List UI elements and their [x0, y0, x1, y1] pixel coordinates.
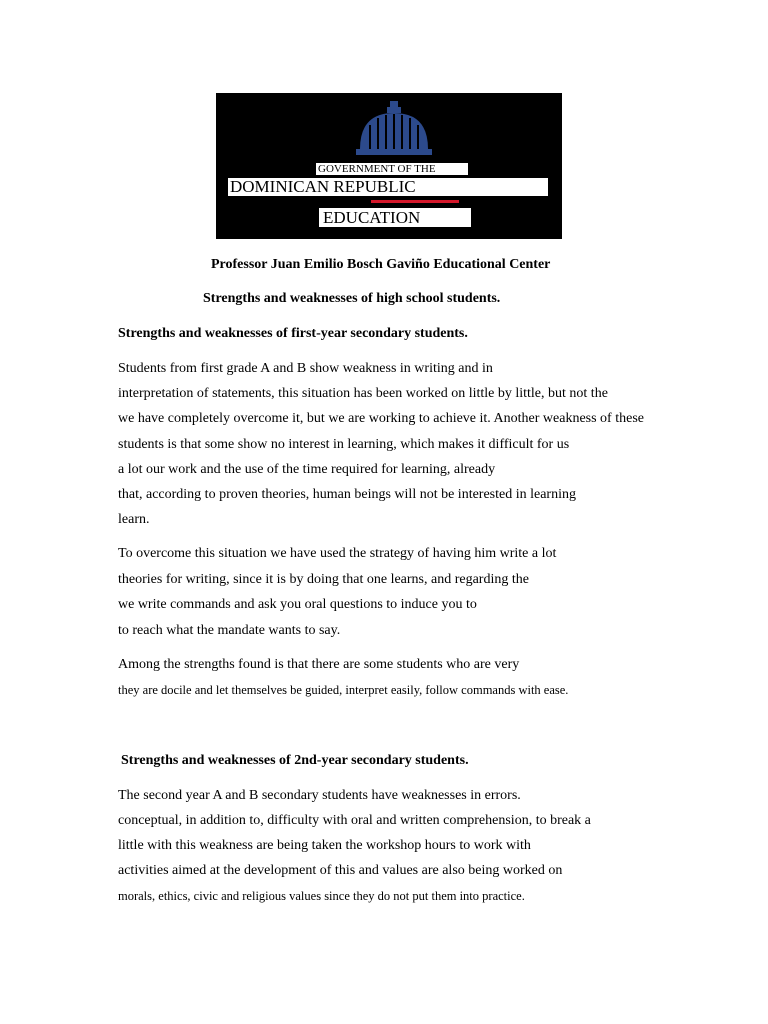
paragraph-line: conceptual, in addition to, difficulty with oral and written comprehension, to break a — [118, 813, 591, 828]
paragraph-line: Among the strengths found is that there are some students who are very — [118, 657, 520, 672]
paragraph-line: a lot our work and the use of the time required for learning, already — [118, 462, 496, 477]
paragraph-line: to reach what the mandate wants to say. — [118, 623, 341, 638]
paragraph-line: interpretation of statements, this situation has been worked on little by little, but not the — [118, 386, 608, 401]
dome-icon — [354, 99, 434, 159]
document-title: Strengths and weaknesses of high school students. — [203, 291, 501, 306]
logo-line-government: GOVERNMENT OF THE — [316, 163, 468, 175]
center-name: Professor Juan Emilio Bosch Gaviño Educational Center — [211, 257, 551, 272]
logo-line-education: EDUCATION — [319, 208, 471, 227]
section2-heading: Strengths and weaknesses of 2nd-year secondary students. — [121, 753, 469, 768]
paragraph-line: that, according to proven theories, human beings will not be interested in learning — [118, 487, 576, 502]
paragraph-line: To overcome this situation we have used the strategy of having him write a lot — [118, 546, 557, 561]
logo-line-republic: DOMINICAN REPUBLIC — [228, 178, 548, 196]
paragraph-line: theories for writing, since it is by doing that one learns, and regarding the — [118, 572, 529, 587]
paragraph-line: The second year A and B secondary students have weaknesses in errors. — [118, 788, 521, 803]
ministry-logo — [216, 93, 562, 239]
paragraph-line: Students from first grade A and B show weakness in writing and in — [118, 361, 493, 376]
paragraph-line: little with this weakness are being taken the workshop hours to work with — [118, 838, 531, 853]
paragraph-line: we have completely overcome it, but we are working to achieve it. Another weakness of these — [118, 411, 644, 426]
paragraph-line: students is that some show no interest in learning, which makes it difficult for us — [118, 437, 570, 452]
paragraph-line: they are docile and let themselves be guided, interpret easily, follow commands with ease. — [118, 683, 569, 697]
paragraph-line: morals, ethics, civic and religious values since they do not put them into practice. — [118, 889, 525, 903]
logo-red-divider — [371, 200, 459, 203]
section1-heading: Strengths and weaknesses of first-year secondary students. — [118, 326, 468, 341]
paragraph-line: learn. — [118, 512, 150, 527]
paragraph-line: we write commands and ask you oral questions to induce you to — [118, 597, 477, 612]
paragraph-line: activities aimed at the development of this and values are also being worked on — [118, 863, 563, 878]
